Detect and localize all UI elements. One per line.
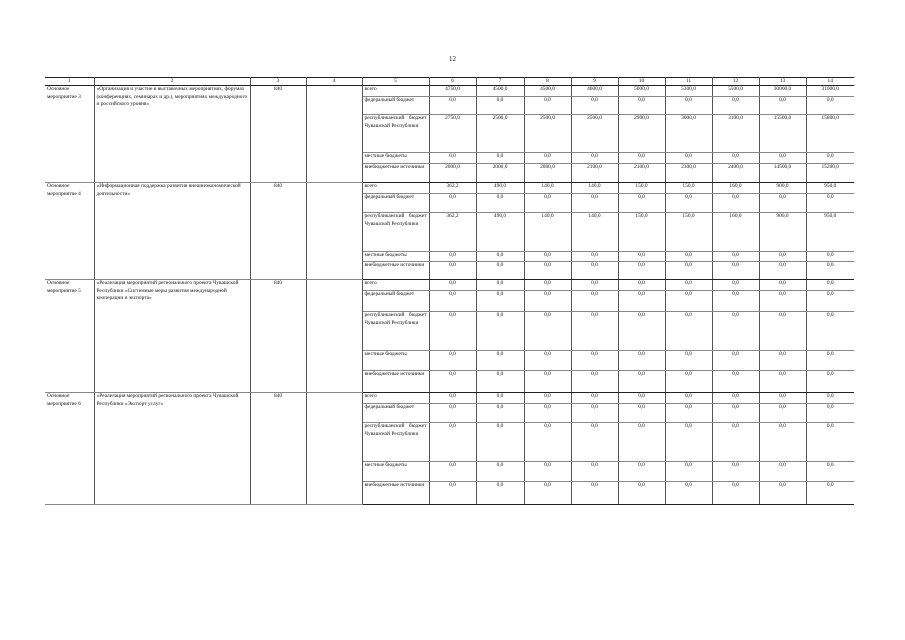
column-number: 11 xyxy=(665,78,712,86)
funding-value: 2400,0 xyxy=(712,164,759,183)
funding-value: 0,0 xyxy=(759,393,806,404)
funding-value: 2500,0 xyxy=(524,115,571,153)
funding-source: республиканский бюджет Чувашской Республики xyxy=(362,115,429,153)
activity-label: Основное мероприятие 5 xyxy=(45,280,94,393)
funding-value: 0,0 xyxy=(712,393,759,404)
column-number: 6 xyxy=(429,78,476,86)
funding-value: 0,0 xyxy=(524,97,571,115)
funding-value: 0,0 xyxy=(712,194,759,213)
funding-value: 0,0 xyxy=(806,351,854,371)
funding-source: федеральный бюджет xyxy=(362,404,429,423)
funding-value: 0,0 xyxy=(806,404,854,423)
funding-value: 0,0 xyxy=(618,423,665,462)
funding-value: 0,0 xyxy=(806,291,854,312)
funding-value: 0,0 xyxy=(571,280,618,291)
funding-value: 0,0 xyxy=(476,482,524,505)
funding-value: 0,0 xyxy=(524,351,571,371)
funding-source: местные бюджеты xyxy=(362,153,429,164)
activity-name: «Реализация мероприятий регионального проекта Чувашской Республики «Экспорт услуг» xyxy=(94,393,250,505)
funding-value: 2300,0 xyxy=(665,164,712,183)
funding-value: 0,0 xyxy=(571,351,618,371)
table-row xyxy=(45,183,854,194)
funding-value: 0,0 xyxy=(806,312,854,351)
funding-value: 0,0 xyxy=(618,153,665,164)
funding-value: 4500,0 xyxy=(476,86,524,97)
funding-value: 0,0 xyxy=(476,291,524,312)
funding-value: 0,0 xyxy=(712,423,759,462)
column-number: 8 xyxy=(524,78,571,86)
funding-value: 0,0 xyxy=(759,97,806,115)
funding-value: 0,0 xyxy=(618,351,665,371)
column-number: 5 xyxy=(362,78,429,86)
funding-value: 0,0 xyxy=(571,252,618,262)
funding-value: 2100,0 xyxy=(618,164,665,183)
activity-label: Основное мероприятие 4 xyxy=(45,183,94,280)
funding-value: 0,0 xyxy=(759,462,806,482)
funding-value: 0,0 xyxy=(618,252,665,262)
funding-value: 140,0 xyxy=(571,213,618,252)
funding-value: 490,0 xyxy=(476,183,524,194)
funding-value: 15200,0 xyxy=(806,164,854,183)
funding-source: всего xyxy=(362,280,429,291)
funding-value: 0,0 xyxy=(429,351,476,371)
funding-value: 160,0 xyxy=(712,183,759,194)
column-4-cell xyxy=(306,183,362,280)
funding-value: 0,0 xyxy=(571,404,618,423)
funding-value: 0,0 xyxy=(618,262,665,280)
column-number: 10 xyxy=(618,78,665,86)
funding-value: 0,0 xyxy=(476,262,524,280)
funding-value: 0,0 xyxy=(665,371,712,393)
funding-value: 0,0 xyxy=(618,482,665,505)
funding-value: 0,0 xyxy=(571,97,618,115)
funding-value: 900,0 xyxy=(759,183,806,194)
funding-value: 140,0 xyxy=(571,183,618,194)
funding-value: 0,0 xyxy=(524,194,571,213)
funding-value: 0,0 xyxy=(712,291,759,312)
funding-value: 0,0 xyxy=(476,462,524,482)
funding-value: 0,0 xyxy=(476,153,524,164)
funding-value: 0,0 xyxy=(806,393,854,404)
funding-value: 0,0 xyxy=(759,423,806,462)
funding-value: 0,0 xyxy=(618,312,665,351)
funding-value: 0,0 xyxy=(571,153,618,164)
funding-value: 2900,0 xyxy=(618,115,665,153)
funding-value: 4500,0 xyxy=(524,86,571,97)
funding-source: внебюджетные источники xyxy=(362,164,429,183)
funding-value: 950,0 xyxy=(806,183,854,194)
funding-value: 0,0 xyxy=(429,404,476,423)
funding-value: 0,0 xyxy=(712,262,759,280)
funding-value: 0,0 xyxy=(429,153,476,164)
activity-label: Основное мероприятие 3 xyxy=(45,86,94,183)
funding-value: 0,0 xyxy=(429,393,476,404)
funding-value: 0,0 xyxy=(665,262,712,280)
funding-source: местные бюджеты xyxy=(362,351,429,371)
funding-value: 0,0 xyxy=(665,252,712,262)
activity-name: «Информационная поддержка развития внешнеэкономической деятельности» xyxy=(94,183,250,280)
column-number: 4 xyxy=(306,78,362,86)
funding-value: 0,0 xyxy=(712,252,759,262)
funding-value: 0,0 xyxy=(429,371,476,393)
funding-value: 0,0 xyxy=(618,97,665,115)
column-number: 9 xyxy=(571,78,618,86)
funding-value: 0,0 xyxy=(618,462,665,482)
table-row xyxy=(45,86,854,97)
column-number: 12 xyxy=(712,78,759,86)
funding-value: 0,0 xyxy=(571,462,618,482)
funding-value: 2500,0 xyxy=(476,115,524,153)
funding-value: 0,0 xyxy=(429,291,476,312)
responsible-code: 840 xyxy=(250,183,306,280)
funding-value: 0,0 xyxy=(429,312,476,351)
funding-value: 0,0 xyxy=(618,404,665,423)
funding-value: 0,0 xyxy=(806,153,854,164)
funding-value: 0,0 xyxy=(665,312,712,351)
funding-value: 362,2 xyxy=(429,213,476,252)
funding-value: 0,0 xyxy=(429,252,476,262)
funding-value: 0,0 xyxy=(665,97,712,115)
funding-value: 0,0 xyxy=(476,393,524,404)
funding-value: 0,0 xyxy=(618,393,665,404)
funding-value: 2100,0 xyxy=(571,164,618,183)
funding-source: федеральный бюджет xyxy=(362,291,429,312)
funding-value: 140,0 xyxy=(524,213,571,252)
funding-source: внебюджетные источники xyxy=(362,262,429,280)
funding-value: 0,0 xyxy=(476,280,524,291)
funding-value: 0,0 xyxy=(759,252,806,262)
funding-value: 0,0 xyxy=(476,371,524,393)
funding-value: 2500,0 xyxy=(571,115,618,153)
funding-source: внебюджетные источники xyxy=(362,371,429,393)
funding-value: 0,0 xyxy=(476,404,524,423)
funding-value: 15500,0 xyxy=(759,115,806,153)
column-4-cell xyxy=(306,393,362,505)
responsible-code: 840 xyxy=(250,393,306,505)
funding-value: 0,0 xyxy=(524,153,571,164)
funding-value: 0,0 xyxy=(806,97,854,115)
funding-value: 0,0 xyxy=(524,252,571,262)
funding-value: 0,0 xyxy=(476,312,524,351)
responsible-code: 840 xyxy=(250,280,306,393)
column-number: 7 xyxy=(476,78,524,86)
funding-value: 0,0 xyxy=(759,262,806,280)
column-number-header xyxy=(45,78,854,86)
funding-source: республиканский бюджет Чувашской Республики xyxy=(362,312,429,351)
funding-source: местные бюджеты xyxy=(362,462,429,482)
funding-value: 0,0 xyxy=(806,482,854,505)
funding-value: 0,0 xyxy=(665,351,712,371)
funding-value: 362,2 xyxy=(429,183,476,194)
funding-value: 0,0 xyxy=(806,262,854,280)
funding-value: 0,0 xyxy=(759,280,806,291)
funding-value: 0,0 xyxy=(476,97,524,115)
column-4-cell xyxy=(306,280,362,393)
column-number: 13 xyxy=(759,78,806,86)
funding-value: 0,0 xyxy=(759,291,806,312)
funding-value: 140,0 xyxy=(524,183,571,194)
funding-value: 0,0 xyxy=(665,482,712,505)
funding-value: 2000,0 xyxy=(476,164,524,183)
column-4-cell xyxy=(306,86,362,183)
funding-value: 0,0 xyxy=(476,423,524,462)
funding-value: 4600,0 xyxy=(571,86,618,97)
funding-value: 0,0 xyxy=(571,291,618,312)
funding-value: 0,0 xyxy=(665,404,712,423)
funding-value: 0,0 xyxy=(712,312,759,351)
funding-value: 0,0 xyxy=(712,97,759,115)
funding-value: 0,0 xyxy=(618,194,665,213)
funding-value: 0,0 xyxy=(806,462,854,482)
activity-name: «Организация и участие в выставочных мероприятиях, форумах (конференциях, семинарах и др.), мероприятиях международного и российского уровня» xyxy=(94,86,250,183)
funding-value: 0,0 xyxy=(806,194,854,213)
funding-value: 0,0 xyxy=(759,153,806,164)
funding-value: 0,0 xyxy=(712,280,759,291)
funding-value: 0,0 xyxy=(571,262,618,280)
funding-value: 0,0 xyxy=(759,351,806,371)
funding-value: 0,0 xyxy=(571,482,618,505)
table-row xyxy=(45,280,854,291)
funding-value: 0,0 xyxy=(759,194,806,213)
funding-value: 15800,0 xyxy=(806,115,854,153)
funding-value: 0,0 xyxy=(759,371,806,393)
funding-value: 2750,0 xyxy=(429,115,476,153)
funding-value: 0,0 xyxy=(524,482,571,505)
funding-source: всего xyxy=(362,183,429,194)
funding-value: 0,0 xyxy=(712,153,759,164)
funding-value: 0,0 xyxy=(665,423,712,462)
table-body xyxy=(45,78,854,505)
responsible-code: 840 xyxy=(250,86,306,183)
funding-value: 150,0 xyxy=(618,213,665,252)
funding-value: 0,0 xyxy=(665,393,712,404)
funding-source: республиканский бюджет Чувашской Республики xyxy=(362,213,429,252)
funding-value: 0,0 xyxy=(524,312,571,351)
funding-value: 0,0 xyxy=(524,371,571,393)
funding-value: 0,0 xyxy=(759,312,806,351)
funding-value: 0,0 xyxy=(571,312,618,351)
funding-source: всего xyxy=(362,86,429,97)
funding-value: 0,0 xyxy=(806,423,854,462)
funding-value: 0,0 xyxy=(618,291,665,312)
funding-value: 160,0 xyxy=(712,213,759,252)
funding-value: 0,0 xyxy=(618,280,665,291)
funding-value: 0,0 xyxy=(712,351,759,371)
funding-value: 0,0 xyxy=(429,423,476,462)
funding-value: 0,0 xyxy=(665,291,712,312)
funding-value: 0,0 xyxy=(665,280,712,291)
funding-value: 0,0 xyxy=(524,291,571,312)
funding-value: 0,0 xyxy=(476,252,524,262)
funding-source: республиканский бюджет Чувашской Республики xyxy=(362,423,429,462)
funding-value: 4750,0 xyxy=(429,86,476,97)
funding-value: 0,0 xyxy=(476,351,524,371)
funding-value: 0,0 xyxy=(524,262,571,280)
funding-value: 950,0 xyxy=(806,213,854,252)
funding-value: 0,0 xyxy=(712,462,759,482)
funding-value: 490,0 xyxy=(476,213,524,252)
funding-value: 2000,0 xyxy=(429,164,476,183)
funding-value: 0,0 xyxy=(712,404,759,423)
funding-value: 5500,0 xyxy=(712,86,759,97)
funding-value: 0,0 xyxy=(571,194,618,213)
funding-value: 0,0 xyxy=(806,252,854,262)
funding-source: федеральный бюджет xyxy=(362,97,429,115)
funding-value: 0,0 xyxy=(571,371,618,393)
funding-value: 0,0 xyxy=(524,423,571,462)
funding-value: 0,0 xyxy=(429,97,476,115)
funding-value: 150,0 xyxy=(618,183,665,194)
funding-value: 0,0 xyxy=(429,262,476,280)
funding-value: 0,0 xyxy=(665,153,712,164)
funding-value: 5000,0 xyxy=(618,86,665,97)
funding-source: всего xyxy=(362,393,429,404)
column-number: 3 xyxy=(250,78,306,86)
funding-value: 0,0 xyxy=(524,404,571,423)
funding-value: 0,0 xyxy=(618,371,665,393)
funding-value: 0,0 xyxy=(712,482,759,505)
funding-value: 0,0 xyxy=(429,280,476,291)
column-number: 14 xyxy=(806,78,854,86)
funding-value: 0,0 xyxy=(571,423,618,462)
funding-source: внебюджетные источники xyxy=(362,482,429,505)
funding-value: 0,0 xyxy=(524,393,571,404)
funding-source: местные бюджеты xyxy=(362,252,429,262)
funding-value: 0,0 xyxy=(524,280,571,291)
funding-value: 14500,0 xyxy=(759,164,806,183)
program-funding-table xyxy=(45,77,854,505)
funding-value: 900,0 xyxy=(759,213,806,252)
funding-source: федеральный бюджет xyxy=(362,194,429,213)
funding-value: 0,0 xyxy=(429,462,476,482)
funding-value: 0,0 xyxy=(524,462,571,482)
funding-value: 150,0 xyxy=(665,213,712,252)
funding-value: 0,0 xyxy=(665,462,712,482)
funding-value: 31000,0 xyxy=(806,86,854,97)
funding-value: 0,0 xyxy=(429,482,476,505)
funding-value: 0,0 xyxy=(806,280,854,291)
activity-name: «Реализация мероприятий регионального проекта Чувашской Республики «Системные меры развития международной кооперации и экспорта» xyxy=(94,280,250,393)
table-row xyxy=(45,393,854,404)
funding-value: 0,0 xyxy=(759,482,806,505)
funding-value: 0,0 xyxy=(665,194,712,213)
funding-value: 0,0 xyxy=(476,194,524,213)
column-number: 2 xyxy=(94,78,250,86)
activity-label: Основное мероприятие 6 xyxy=(45,393,94,505)
column-number: 1 xyxy=(45,78,94,86)
funding-value: 3100,0 xyxy=(712,115,759,153)
page-number: 12 xyxy=(449,55,456,63)
funding-value: 5300,0 xyxy=(665,86,712,97)
funding-value: 0,0 xyxy=(429,194,476,213)
funding-value: 2000,0 xyxy=(524,164,571,183)
funding-value: 0,0 xyxy=(806,371,854,393)
funding-value: 30000,0 xyxy=(759,86,806,97)
funding-value: 150,0 xyxy=(665,183,712,194)
funding-value: 0,0 xyxy=(712,371,759,393)
funding-value: 0,0 xyxy=(571,393,618,404)
funding-value: 3000,0 xyxy=(665,115,712,153)
funding-value: 0,0 xyxy=(759,404,806,423)
